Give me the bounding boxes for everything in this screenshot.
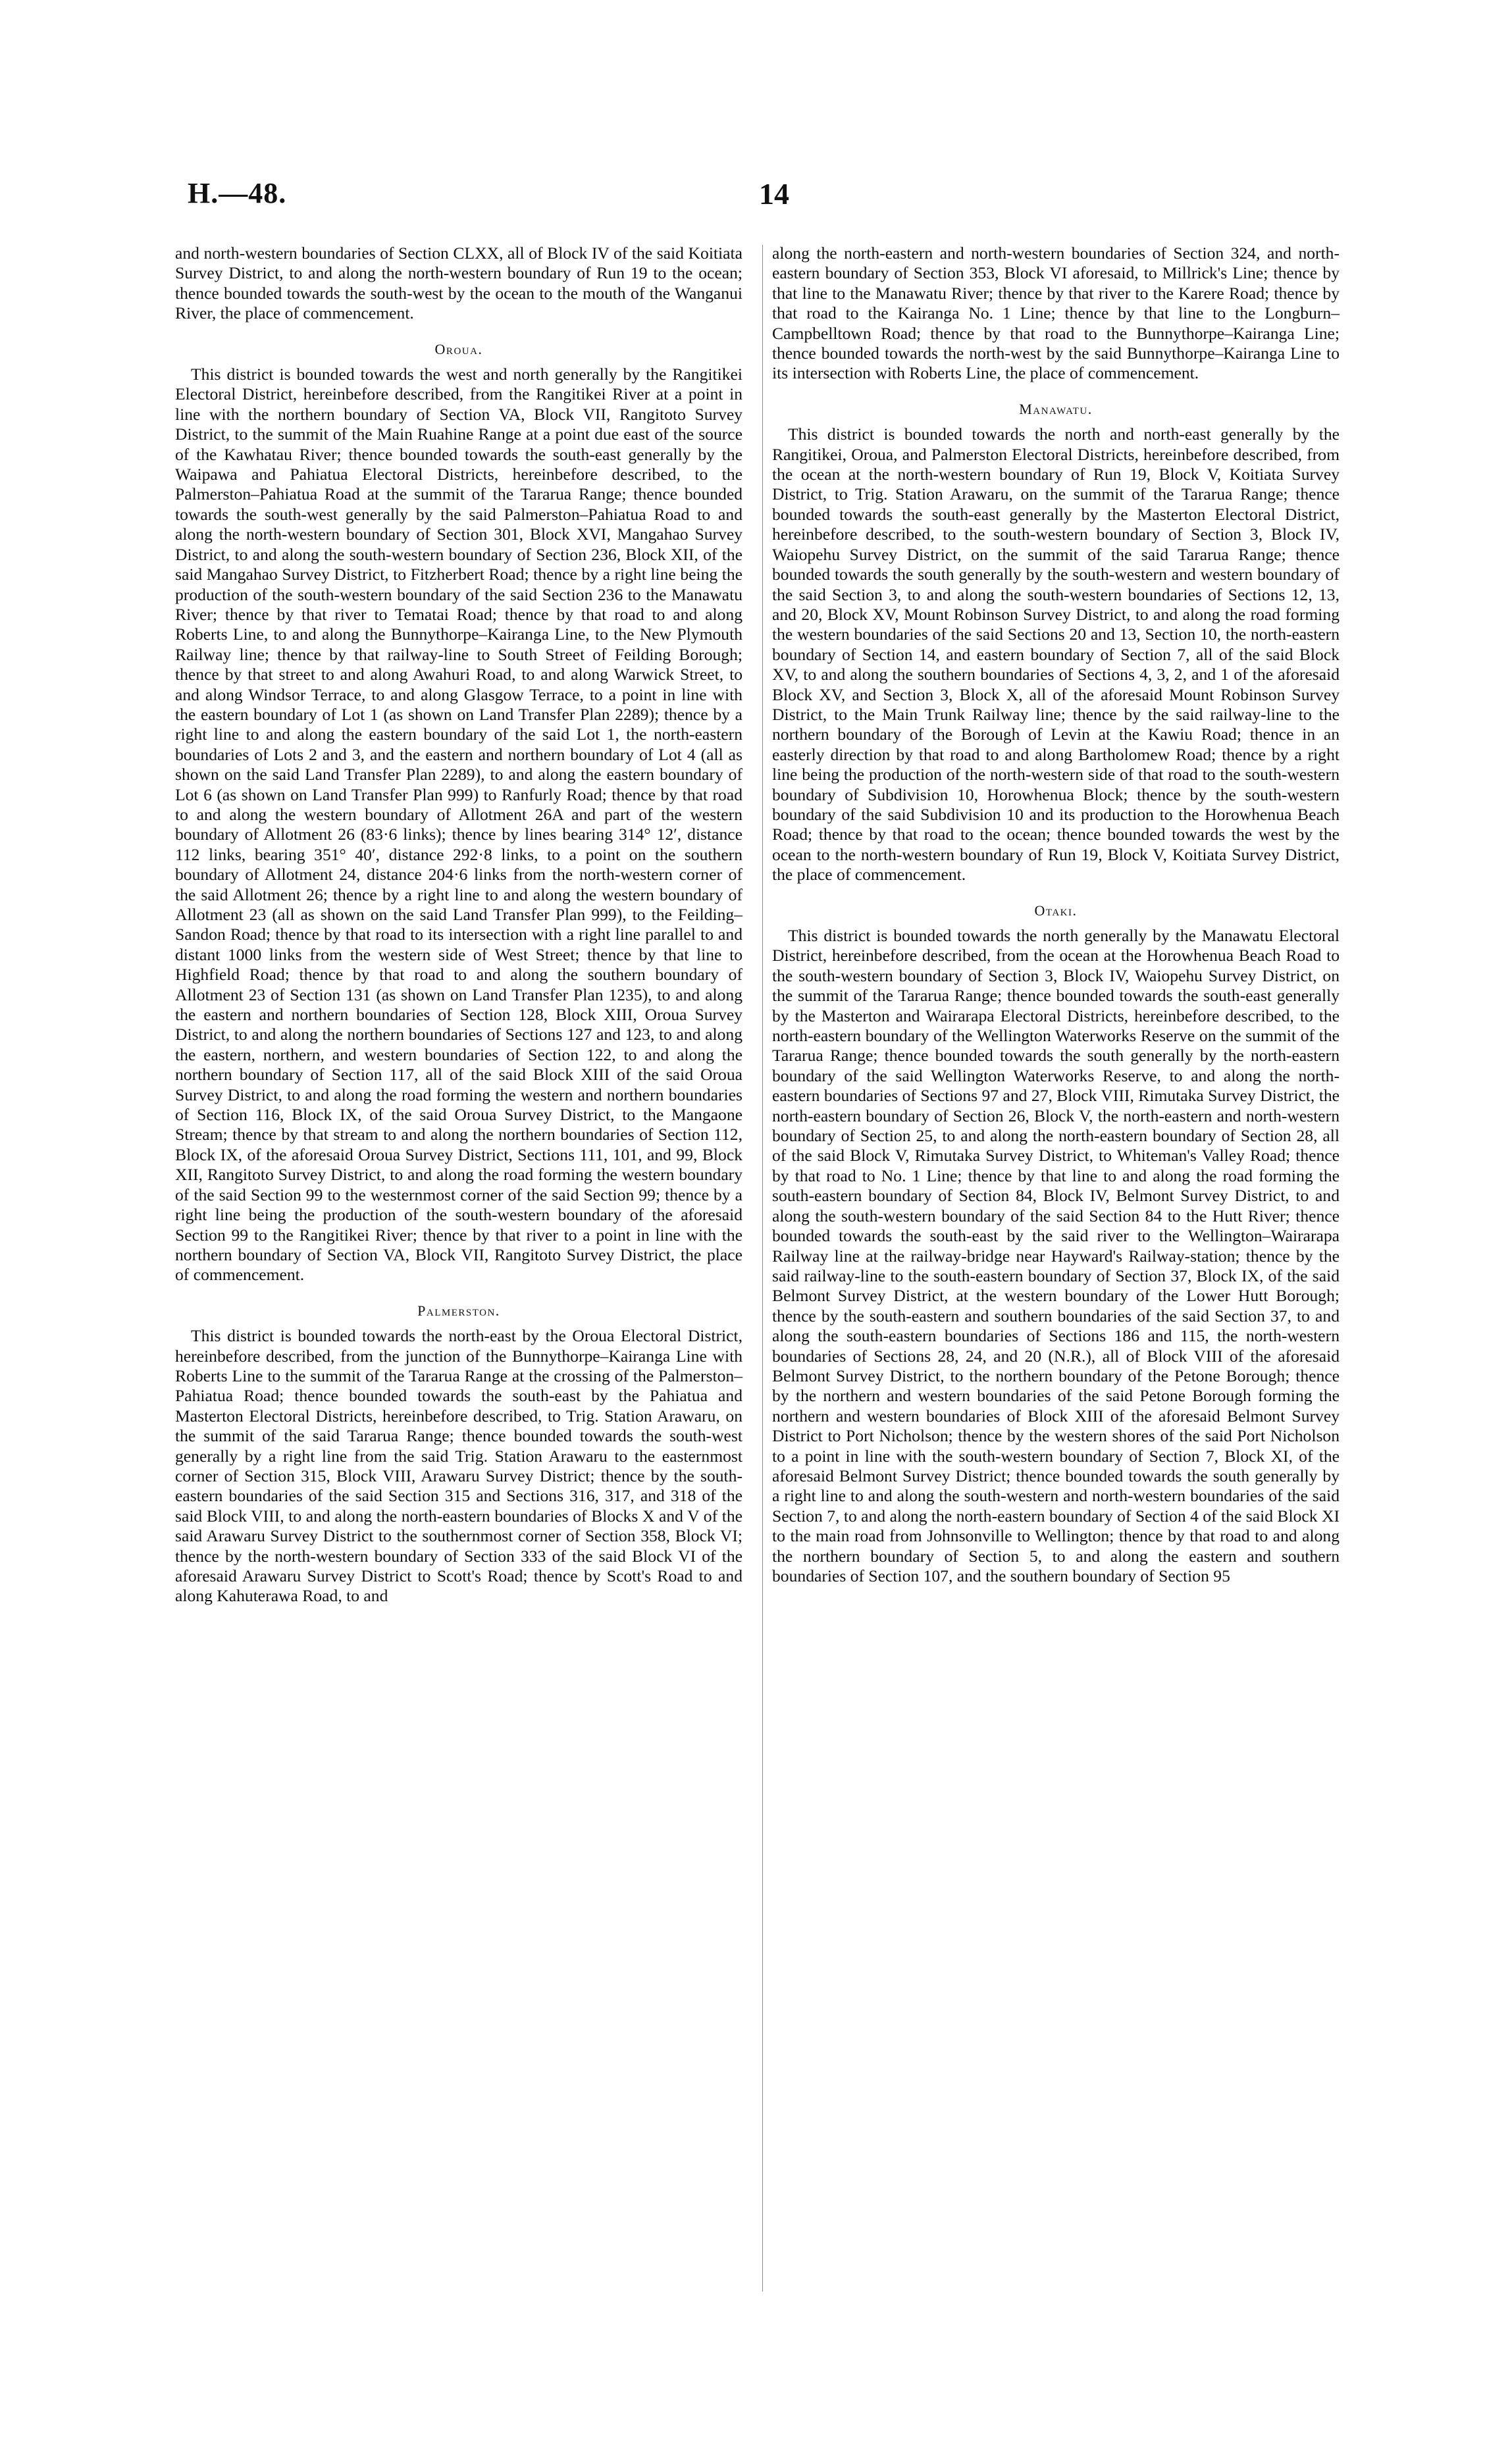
manawatu-paragraph: This district is bounded towards the north and north-east generally by the Rangitikei, Oroua, and Palmerston Electoral Districts, hereinbefore described, from the ocean at the north-western boundary of Run 19, Block V, Koitiata Survey District, to Trig. Station Arawaru, on the summit of the Tararua Range; thence bounded towards the south-east generally by the Masterton Electoral District, hereinbefore described, to the south-western boundary of Section 3, Block IV, Waiopehu Survey District, on the summit of the said Tararua Range; thence bounded towards the south generally by the south-western and western boundary of the said Section 3, to and along the south-western boundaries of Sections 12, 13, and 20, Block XV, Mount Robinson Survey District, to and along the road forming the western boundaries of the said Sections 20 and 13, Section 10, the north-eastern boundary of Section 14, and eastern boundary of Section 7, all of the said Block XV, to and along the southern boundaries of Sections 4, 3, 2, and 1 of the aforesaid Block XV, and Section 3, Block X, all of the aforesaid Mount Robinson Survey District, to the Main Trunk Railway line; thence by the said railway-line to the northern boundary of the Borough of Levin at the Kawiu Road; thence in an easterly direction by that road to and along Bartholomew Road; thence by a right line being the production of the north-western side of that road to the south-western boundary of Subdivision 10, Horowhenua Block; thence by the south-western boundary of the said Subdivision 10 and its production to the Horowhenua Beach Road; thence by that road to the ocean; thence bounded towards the west by the ocean to the north-western boundary of Run 19, Block V, Koitiata Survey District, the place of commencement. (772, 424, 1340, 885)
document-code: H.—48. (188, 177, 287, 209)
page-number: 14 (759, 177, 789, 211)
page-header (188, 176, 1485, 216)
otaki-heading: Otaki. (1034, 902, 1078, 919)
palmerston-continuation-paragraph: along the north-eastern and north-western boundaries of Section 324, and north-eastern boundary of Section 353, Block VI aforesaid, to Millrick's Line; thence by that line to the Manawatu River; thence by that river to the Karere Road; thence by that road to the Kairanga No. 1 Line; thence by that line to the Longburn–Campbelltown Road; thence by that road to the Bunnythorpe–Kairanga Line; thence bounded towards the north-west by the said Bunnythorpe–Kairanga Line to its intersection with Roberts Line, the place of commencement. (772, 244, 1340, 383)
manawatu-heading: Manawatu. (1019, 400, 1093, 417)
palmerston-heading: Palmerston. (417, 1302, 500, 1319)
oroua-heading: Oroua. (434, 340, 483, 357)
right-column (772, 244, 1340, 1586)
oroua-paragraph: This district is bounded towards the west and north generally by the Rangitikei Electoral District, hereinbefore described, from the Rangitikei River at a point in line with the northern boundary of Section VA, Block VII, Rangitoto Survey District, to the summit of the Main Ruahine Range at a point due east of the source of the Kawhatau River; thence bounded towards the south-east generally by the Waipawa and Pahiatua Electoral Districts, hereinbefore described, to the Palmerston–Pahiatua Road at the summit of the Tararua Range; thence bounded towards the south-west generally by the said Palmerston–Pahiatua Road to and along the north-western boundary of Section 301, Block XVI, Mangahao Survey District, to and along the south-western boundary of Section 236, Block XII, of the said Mangahao Survey District, to Fitzherbert Road; thence by a right line being the production of the south-western boundary of the said Section 236 to the Manawatu River; thence by that river to Tematai Road; thence by that road to and along Roberts Line, to and along the Bunnythorpe–Kairanga Line, to the New Plymouth Railway line; thence by that railway-line to South Street of Feilding Borough; thence by that street to and along Awahuri Road, to and along Warwick Street, to and along Windsor Terrace, to and along Glasgow Terrace, to a point in line with the eastern boundary of Lot 1 (as shown on Land Transfer Plan 2289); thence by a right line to and along the eastern boundary of the said Lot 1, the north-eastern boundaries of Lots 2 and 3, and the eastern and northern boundary of Lot 4 (all as shown on the said Land Transfer Plan 2289), to and along the eastern boundary of Lot 6 (as shown on Land Transfer Plan 999) to Ranfurly Road; thence by that road to and along the western boundary of Allotment 26A and part of the western boundary of Allotment 26 (83·6 links); thence by lines bearing 314° 12′, distance 112 links, bearing 351° 40′, distance 292·8 links, to a point on the southern boundary of Allotment 24, distance 204·6 links from the north-western corner of the said Allotment 26; thence by a right line to and along the western boundary of Allotment 23 (all as shown on the said Land Transfer Plan 999), to the Feilding–Sandon Road; thence by that road to its intersection with a right line parallel to and distant 1000 links from the western side of West Street; thence by that line to Highfield Road; thence by that road to and along the southern boundary of Allotment 23 of Section 131 (as shown on Land Transfer Plan 1235), to and along the eastern and northern boundaries of Section 128, Block XIII, Oroua Survey District, to and along the northern boundaries of Sections 127 and 123, to and along the eastern, northern, and western boundaries of Section 122, to and along the northern boundary of Section 117, all of the said Block XIII of the said Oroua Survey District, to and along the road forming the western and northern boundaries of Section 116, Block IX, of the said Oroua Survey District, to the Mangaone Stream; thence by that stream to and along the northern boundaries of Section 112, Block IX, of the aforesaid Oroua Survey District, Sections 111, 101, and 99, Block XII, Rangitoto Survey District, to and along the road forming the western boundary of the said Section 99 to the westernmost corner of the said Section 99; thence by a right line being the production of the south-western boundary of the aforesaid Section 99 to the Rangitikei River; thence by that river to a point in line with the northern boundary of Section VA, Block VII, Rangitoto Survey District, the place of commencement. (175, 365, 742, 1285)
left-column (175, 244, 742, 1606)
column-divider (762, 245, 763, 2292)
palmerston-paragraph: This district is bounded towards the north-east by the Oroua Electoral District, hereinbefore described, from the junction of the Bunnythorpe–Kairanga Line with Roberts Line to the summit of the Tararua Range at the crossing of the Palmerston–Pahiatua Road; thence bounded towards the south-east by the Pahiatua and Masterton Electoral Districts, hereinbefore described, to Trig. Station Arawaru, on the summit of the said Tararua Range; thence bounded towards the south-west generally by a right line from the said Trig. Station Arawaru to the easternmost corner of Section 315, Block VIII, Arawaru Survey District; thence by the south-eastern boundaries of the said Section 315 and Sections 316, 317, and 318 of the said Block VIII, to and along the north-eastern boundaries of Blocks X and V of the said Arawaru Survey District to the southernmost corner of Section 358, Block VI; thence by the north-western boundary of Section 333 of the said Block VI of the aforesaid Arawaru Survey District to Scott's Road; thence by Scott's Road to and along Kahuterawa Road, to and (175, 1326, 742, 1606)
continuation-paragraph: and north-western boundaries of Section CLXX, all of Block IV of the said Koitiata Survey District, to and along the north-western boundary of Run 19 to the ocean; thence bounded towards the south-west by the ocean to the mouth of the Wanganui River, the place of commencement. (175, 244, 742, 323)
otaki-paragraph: This district is bounded towards the north generally by the Manawatu Electoral District, hereinbefore described, from the ocean at the Horowhenua Beach Road to the south-western boundary of Section 3, Block IV, Waiopehu Survey District, on the summit of the Tararua Range; thence bounded towards the south-east generally by the Masterton and Wairarapa Electoral Districts, hereinbefore described, to the north-eastern boundary of the Wellington Waterworks Reserve on the summit of the Tararua Range; thence bounded towards the south generally by the north-eastern boundary of the said Wellington Waterworks Reserve, to and along the north-eastern boundaries of Sections 97 and 27, Block VIII, Rimutaka Survey District, the north-eastern boundary of Section 26, Block V, the north-eastern and north-western boundary of Section 25, to and along the north-eastern boundary of Section 28, all of the said Block V, Rimutaka Survey District, to Whiteman's Valley Road; thence by that road to No. 1 Line; thence by that line to and along the road forming the south-eastern boundary of Section 84, Block IV, Belmont Survey District, to and along the south-western boundary of the said Section 84 to the Hutt River; thence bounded towards the south-east by the said river to the Wellington–Wairarapa Railway line at the railway-bridge near Hayward's Railway-station; thence by the said railway-line to the south-eastern boundary of Section 37, Block IX, of the said Belmont Survey District, at the western boundary of the Lower Hutt Borough; thence by the south-eastern and southern boundaries of the said Section 37, to and along the south-eastern boundaries of Sections 186 and 115, the north-western boundaries of Sections 28, 24, and 20 (N.R.), all of Block VIII of the aforesaid Belmont Survey District, to the northern boundary of the Petone Borough; thence by the northern and western boundaries of the said Petone Borough forming the northern and western boundaries of Block XIII of the aforesaid Belmont Survey District to Port Nicholson; thence by the western shores of the said Port Nicholson to a point in line with the south-western boundary of Section 7, Block XI, of the aforesaid Belmont Survey District; thence bounded towards the south generally by a right line to and along the south-western and north-western boundaries of the said Section 7, to and along the north-eastern boundary of Section 4 of the said Block XI to the main road from Johnsonville to Wellington; thence by that road to and along the northern boundary of Section 5, to and along the eastern and southern boundaries of Section 107, and the southern boundary of Section 95 (772, 926, 1340, 1585)
